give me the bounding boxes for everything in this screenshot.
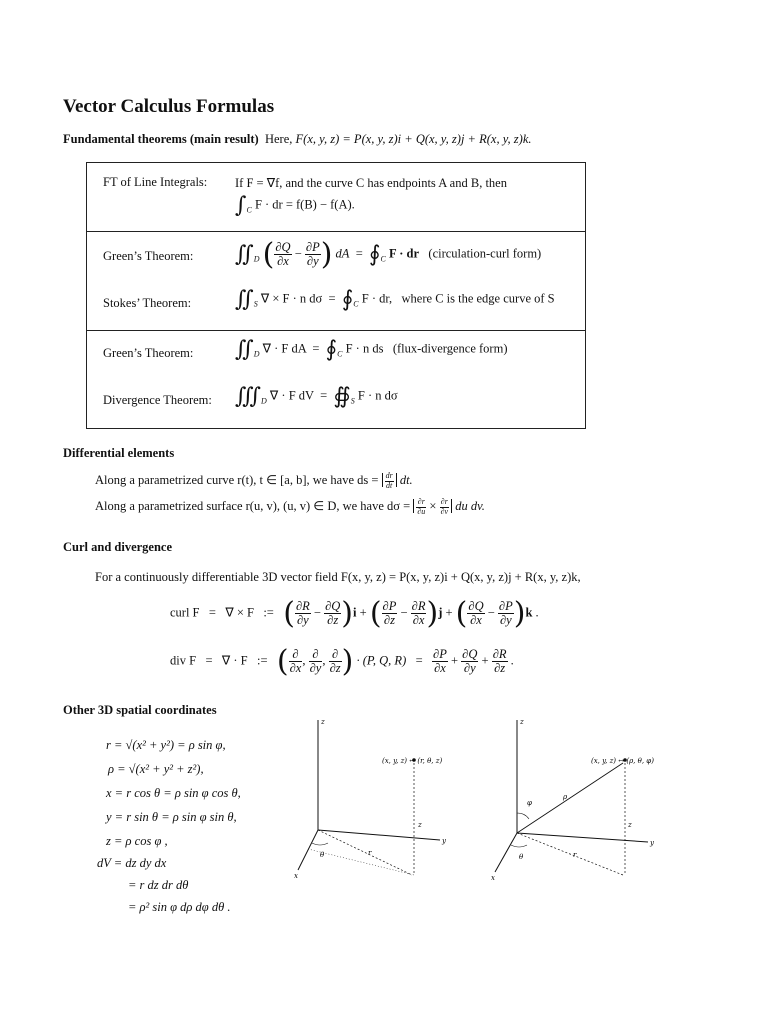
coords-heading: Other 3D spatial coordinates [63,703,217,717]
differential-heading: Differential elements [63,446,175,460]
theorems-box [86,162,586,429]
svg-text:z: z [321,718,325,726]
spherical-figure [483,715,673,885]
coord-eq-3: x = r cos θ = ρ sin φ cos θ, [106,786,241,800]
ftli-eq-text: F · dr = f(B) − f(A). [254,197,355,212]
fundamental-line [63,132,532,147]
curve-pre: Along a parametrized curve r(t), t ∈ [a, b], we have ds = [95,473,379,487]
div-equation: div F = ∇ · F := ( $\frac{\partial}{\partial x}$ , $\frac{\partial}{\partial y}$ , $\frac{\partial}{\partial z}$ ) · (P, Q, R) = $\frac{\partial P}{\partial x}$ + $\frac{\partial Q}{\partial y}$ + $\frac{\partial R}{\partial z}$ . [170,644,514,679]
coord-eq-7: = r dz dr dθ [128,878,189,892]
curve-element: Along a parametrized curve r(t), t ∈ [a, b], we have ds = $\frac{dr}{dt}$ dt. [95,471,413,490]
svg-text:z: z [520,718,524,726]
triple-integral-symbol: ∭ [235,384,262,409]
greens1-note: (circulation-curl form) [428,246,542,261]
curl-equation: curl F = ∇ × F := ( $\frac{\partial R}{\partial y}$ − $\frac{\partial Q}{\partial z}$ )i + ( $\frac{\partial P}{\partial z}$ − $\frac{\partial R}{\partial x}$ )j + ( $\frac{\partial Q}{\partial x}$ − $\frac{\partial P}{\partial y}$ )k . [170,596,539,631]
curl-heading: Curl and divergence [63,540,173,554]
greens1-rhs: F · dr [388,246,420,261]
svg-text:y: y [650,839,654,847]
page-title: Vector Calculus Formulas [63,96,275,117]
box-divider-1 [87,231,585,232]
curve-post: dt. [399,473,413,487]
svg-text:z: z [628,821,632,829]
curl-mid: ∇ × F [225,605,254,620]
coord-eq-2: ρ = √(x² + y² + z²), [108,762,204,776]
div-lhs: div F [170,653,197,668]
double-integral-symbol: ∬ [235,242,254,267]
fig2-point-label: (x, y, z) ↔ (ρ, θ, φ) [591,757,654,765]
stokes-equation: $∬_S$ ∇ × F · n $d\sigma = ∮_C$ F · dr, where C is the edge curve of S [235,287,555,312]
greens2-lhs: ∇ · F dA [262,341,307,356]
box-divider-2 [87,330,585,331]
divergence-equation: $∭_D$ ∇ · F dV = $∯_S$ F · n dσ [235,384,398,409]
coord-eq-4: y = r sin θ = ρ sin φ sin θ, [106,810,237,824]
greens2-rhs: F · n ds [345,341,384,356]
svg-text:r: r [573,851,577,859]
svg-text:y: y [442,837,446,845]
stokes-lhs: ∇ × F · n dσ [260,291,323,306]
surface-post: du dv. [455,499,485,513]
curl-intro: For a continuously differentiable 3D vector field F(x, y, z) = P(x, y, z)i + Q(x, y, z)j + R(x, y, z)k, [95,570,581,584]
svg-text:ρ: ρ [563,793,568,801]
div-mid: ∇ · F [221,653,248,668]
sub-c: C [246,205,252,215]
svg-text:φ: φ [527,799,532,807]
stokes-rhs: F · dr, [361,291,393,306]
stokes-label: Stokes’ Theorem: [103,296,192,310]
greens2-label: Green’s Theorem: [103,346,194,360]
div-lhs: ∇ · F dV [269,388,314,403]
greens2-note: (flux-divergence form) [392,341,508,356]
field-definition: F(x, y, z) = P(x, y, z)i + Q(x, y, z)j + R(x, y, z)k. [295,132,532,146]
cylindrical-figure [290,715,470,885]
div-vec: · (P, Q, R) [356,653,407,668]
coord-eq-6: dV = dz dy dx [97,856,167,870]
here-label: Here, [264,132,293,146]
divergence-label: Divergence Theorem: [103,393,212,407]
dq-dx: $\frac{\partial Q}{\partial x}$ [275,239,291,268]
surface-element: Along a parametrized surface r(u, v), (u, v) ∈ D, we have dσ = $\frac{\partial r}{\partial u}$ × $\frac{\partial r}{\partial v}$ du dv. [95,497,485,516]
coord-eq-8: = ρ² sin φ dρ dφ dθ . [128,900,231,914]
sub-d: D [253,254,260,264]
svg-text:θ: θ [320,851,325,859]
svg-text:x: x [294,872,298,880]
svg-text:z: z [418,821,422,829]
div-rhs: F · n dσ [357,388,398,403]
greens1-equation: $∬_D$ ( $\frac{\partial Q}{\partial x}$ − $\frac{\partial P}{\partial y}$ ) dA = $∮_C$ F · dr (circulation-curl form) [235,237,542,272]
coord-eq-1: r = √(x² + y²) = ρ sin φ, [106,738,226,752]
svg-text:θ: θ [519,853,524,861]
stokes-note: where C is the edge curve of S [401,291,555,306]
curl-lhs: curl F [170,605,200,620]
svg-text:r: r [368,849,372,857]
svg-text:x: x [491,874,495,882]
contour-integral-symbol: ∮ [369,242,381,267]
dp-dy: $\frac{\partial P}{\partial y}$ [305,239,320,268]
ftli-equation [235,193,355,218]
coord-eq-5: z = ρ cos φ , [106,834,168,848]
ftli-condition: If F = ∇f, and the curve C has endpoints A and B, then [235,176,507,190]
fundamental-heading: Fundamental theorems (main result) [63,132,259,146]
integral-symbol: ∫ [235,193,247,218]
greens1-label: Green’s Theorem: [103,249,194,263]
surface-integral-symbol: ∯ [333,384,351,409]
surface-pre: Along a parametrized surface r(u, v), (u, v) ∈ D, we have dσ = [95,499,411,513]
fig1-point-label: (x, y, z) ↔ (r, θ, z) [382,757,443,765]
ftli-label: FT of Line Integrals: [103,175,208,189]
greens2-equation: $∬_D$ ∇ · F dA = $∮_C$ F · n ds (flux-divergence form) [235,337,508,362]
